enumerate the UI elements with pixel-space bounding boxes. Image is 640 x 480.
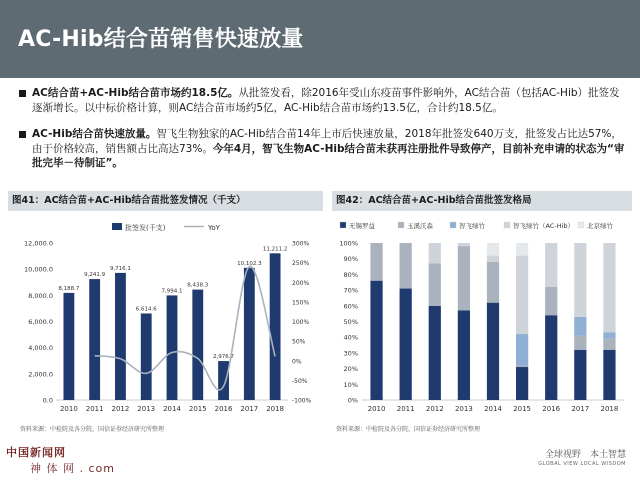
y-tick-label: 4,000.0 — [28, 344, 53, 353]
bar-segment-2015-0 — [516, 367, 528, 400]
bar-value-label-2013: 6,614.6 — [135, 306, 157, 313]
legend-swatch-0 — [340, 222, 346, 228]
brand-logo — [538, 447, 626, 467]
bar-segment-2014-4 — [487, 243, 499, 256]
y2-tick-label: 50% — [292, 338, 306, 346]
y-tick-label: 50% — [343, 318, 358, 326]
y-tick-label: 0.0 — [42, 396, 53, 405]
bullet-ac-hib-growth — [18, 127, 628, 171]
bullet-1-bold: AC结合苗+AC-Hib结合苗市场约18.5亿。 — [32, 87, 239, 99]
legend-swatch-4 — [578, 222, 584, 228]
y2-tick-label: 100% — [292, 319, 310, 326]
bar-segment-2017-2 — [574, 317, 586, 336]
x-tick-label-2017: 2017 — [240, 405, 259, 413]
bar-segment-2018-3 — [603, 243, 615, 332]
watermark-top: 中国新闻网 — [6, 446, 66, 459]
chart-42-title: 图42：AC结合苗+AC-Hib结合苗批签发格局 — [332, 191, 632, 211]
legend-label-3: 智飞绿竹（AC-Hib） — [513, 222, 575, 230]
legend-label-2: 智飞绿竹 — [459, 222, 485, 230]
bar-segment-2015-3 — [516, 256, 528, 335]
bar-segment-2011-0 — [400, 289, 412, 400]
legend-label-1: 玉溪沃森 — [407, 222, 433, 230]
bar-2015 — [192, 290, 203, 400]
slide-title: AC-Hib结合苗销售快速放量 — [18, 27, 304, 52]
bar-segment-2014-3 — [487, 256, 499, 262]
bar-segment-2014-0 — [487, 303, 499, 400]
bar-value-label-2014: 7,994.1 — [161, 288, 183, 295]
x-tick-label-2015: 2015 — [188, 405, 207, 413]
y2-tick-label: 300% — [292, 240, 310, 248]
y-tick-label: 90% — [343, 255, 358, 264]
bar-segment-2018-1 — [603, 339, 615, 350]
y-tick-label: 60% — [343, 302, 358, 311]
bar-segment-2013-1 — [458, 246, 470, 310]
chart-42-stacked-bar — [332, 213, 632, 421]
bullet-2-text: 智飞生物独家的AC-Hib结合苗14年上市后快速放量，2018年批签发640万支，批签发占比达57%，由于价格较高，销售额占比高达73%。 — [32, 128, 622, 155]
bar-2014 — [167, 295, 178, 400]
bar-segment-2015-2 — [516, 334, 528, 365]
bar-segment-2013-0 — [458, 311, 470, 400]
legend-swatch-batch — [112, 223, 122, 230]
legend-label-batch: 批签发(千支) — [125, 224, 166, 232]
bar-segment-2010-1 — [370, 243, 382, 281]
bar-2012 — [115, 273, 126, 400]
bar-segment-2017-0 — [574, 350, 586, 400]
bar-2013 — [141, 313, 152, 400]
y-tick-label: 80% — [343, 270, 358, 279]
bar-value-label-2017: 10,102.3 — [237, 260, 262, 267]
bar-2017 — [244, 268, 255, 400]
y2-tick-label: 0% — [292, 358, 302, 366]
bar-segment-2016-0 — [545, 315, 557, 400]
bar-value-label-2018: 11,211.2 — [262, 246, 288, 253]
bar-segment-2013-3 — [458, 243, 470, 246]
y2-tick-label: 250% — [292, 260, 310, 268]
chart-41-bar-line — [8, 213, 324, 421]
x-tick-label-2012: 2012 — [425, 405, 444, 413]
x-tick-label-2016: 2016 — [542, 405, 561, 413]
y2-tick-label: 200% — [292, 279, 310, 287]
bar-segment-2015-1 — [516, 365, 528, 367]
chart-42-source: 资料来源：中检院及各分院，国信证券经济研究所整理 — [336, 426, 481, 433]
y-tick-label: 40% — [343, 333, 358, 342]
y-tick-label: 100% — [339, 239, 358, 248]
x-tick-label-2011: 2011 — [396, 405, 415, 413]
x-tick-label-2015: 2015 — [513, 405, 532, 413]
y-tick-label: 12,000.0 — [24, 239, 53, 248]
x-tick-label-2013: 2013 — [137, 405, 156, 413]
y-tick-label: 6,000.0 — [28, 318, 53, 326]
chart-41-source: 资料来源：中检院及各分院，国信证券经济研究所整理 — [20, 426, 165, 433]
y-tick-label: 70% — [343, 286, 358, 295]
x-tick-label-2014: 2014 — [484, 405, 502, 413]
x-tick-label-2017: 2017 — [571, 405, 590, 413]
x-tick-label-2013: 2013 — [454, 405, 473, 413]
bullet-market-size — [18, 86, 628, 115]
bar-value-label-2015: 8,438.3 — [187, 282, 209, 289]
x-tick-label-2016: 2016 — [214, 405, 233, 413]
bar-segment-2017-1 — [574, 336, 586, 350]
legend-swatch-2 — [450, 222, 456, 228]
bullet-list — [18, 86, 628, 183]
bar-segment-2012-1 — [429, 263, 441, 305]
brand-tagline-en: GLOBAL VIEW LOCAL WISDOM — [538, 461, 626, 467]
bullet-2-bold: AC-Hib结合苗快速放量。 — [32, 128, 157, 140]
bar-value-label-2016: 2,976.7 — [213, 354, 235, 361]
x-tick-label-2011: 2011 — [85, 405, 104, 413]
bullet-2-bold-tail: 今年4月，智飞生物AC-Hib结合苗未获再注册批件导致停产，目前补充申请的状态为“审批完毕－待制证”。 — [32, 142, 625, 169]
bar-2010 — [63, 293, 74, 400]
bar-segment-2014-1 — [487, 262, 499, 303]
bar-segment-2018-2 — [603, 332, 615, 338]
x-tick-label-2014: 2014 — [163, 405, 181, 413]
legend-label-4: 北京绿竹 — [587, 222, 613, 230]
y-tick-label: 10% — [343, 380, 358, 389]
chart-41-title: 图41：AC结合苗+AC-Hib结合苗批签发情况（千支） — [8, 191, 323, 211]
bar-value-label-2011: 9,241.9 — [84, 272, 106, 279]
x-tick-label-2012: 2012 — [111, 405, 130, 413]
bar-2016 — [218, 361, 229, 400]
legend-label-yoy: YoY — [208, 224, 220, 232]
y-tick-label: 10,000.0 — [24, 265, 53, 274]
bar-segment-2017-3 — [574, 243, 586, 317]
bar-segment-2010-0 — [370, 281, 382, 400]
bar-segment-2018-0 — [603, 350, 615, 400]
y2-tick-label: 150% — [292, 299, 310, 307]
y-tick-label: 30% — [343, 349, 358, 358]
y2-tick-label: -100% — [292, 397, 312, 405]
x-tick-label-2010: 2010 — [59, 405, 78, 413]
bar-segment-2012-3 — [429, 243, 441, 263]
y2-tick-label: -50% — [292, 377, 308, 385]
legend-label-0: 无锡罗益 — [349, 222, 375, 230]
x-tick-label-2018: 2018 — [266, 405, 285, 413]
bar-segment-2016-1 — [545, 287, 557, 315]
y-tick-label: 20% — [343, 365, 358, 374]
bar-value-label-2010: 8,188.7 — [58, 285, 80, 292]
bar-2018 — [270, 253, 281, 400]
bar-segment-2015-4 — [516, 243, 528, 256]
bar-segment-2012-0 — [429, 306, 441, 400]
x-tick-label-2010: 2010 — [367, 405, 386, 413]
legend-swatch-3 — [504, 222, 510, 228]
y-tick-label: 0% — [347, 396, 358, 405]
bar-2011 — [89, 279, 100, 400]
x-tick-label-2018: 2018 — [600, 405, 619, 413]
brand-tagline-cn: 全球视野 本土智慧 — [544, 450, 626, 460]
watermark-bottom: 神 体 网 . com — [30, 462, 115, 475]
legend-swatch-1 — [398, 222, 404, 228]
y-tick-label: 2,000.0 — [28, 370, 53, 379]
bar-value-label-2012: 9,716.1 — [109, 265, 131, 272]
bullet-1-text: 从批签发看，除2016年受山东疫苗事件影响外，AC结合苗（包括AC-Hib）批签发逐渐增长。以中标价格计算，则AC结合苗市场约5亿，AC-Hib结合苗市场约13.5亿，合计约18.5亿。 — [32, 87, 620, 114]
title-bar — [0, 0, 640, 78]
bar-segment-2011-1 — [400, 243, 412, 289]
y-tick-label: 8,000.0 — [28, 291, 53, 300]
bar-segment-2016-3 — [545, 243, 557, 287]
